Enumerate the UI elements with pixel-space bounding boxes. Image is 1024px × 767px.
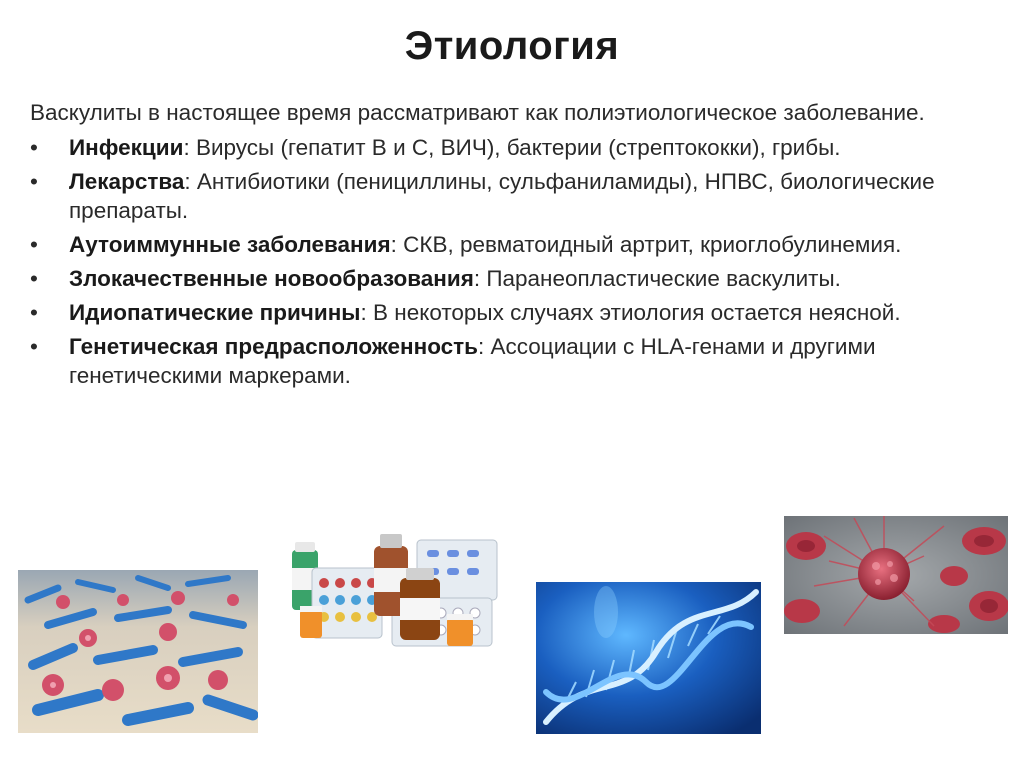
bullet-icon: • [30, 334, 38, 359]
intro-text: Васкулиты в настоящее время рассматривают как полиэтиологическое заболевание. [30, 100, 925, 125]
item-text: СКВ, ревматоидный артрит, криоглобулинемия. [403, 232, 902, 257]
cancer-cell-image [784, 516, 1008, 634]
bullet-icon: • [30, 135, 38, 160]
list-item: • Генетическая предрасположенность: Ассоциации с HLA-генами и другими генетическими маркерами. [30, 334, 876, 388]
list-item: • Аутоиммунные заболевания: СКВ, ревматоидный артрит, криоглобулинемия. [30, 232, 902, 257]
dna-helix-image [536, 582, 761, 734]
item-term: Злокачественные новообразования [69, 266, 474, 291]
item-text: Вирусы (гепатит В и С, ВИЧ), бактерии (стрептококки), грибы. [195, 135, 841, 160]
item-term: Аутоиммунные заболевания [69, 232, 391, 257]
slide-title: Этиология [404, 24, 620, 68]
item-text: Паранеопластические васкулиты. [486, 266, 841, 291]
bacteria-virus-image [18, 570, 258, 733]
list-item: • Идиопатические причины: В некоторых случаях этиология остается неясной. [30, 300, 901, 325]
etiology-list [30, 133, 1005, 390]
item-term: Инфекции [69, 135, 184, 160]
slide-content [30, 98, 1005, 395]
item-text: Антибиотики (пенициллины, сульфаниламиды), НПВС, биологические препараты. [69, 169, 935, 223]
bullet-icon: • [30, 266, 38, 291]
bullet-icon: • [30, 232, 38, 257]
bullet-icon: • [30, 300, 38, 325]
item-text: В некоторых случаях этиология остается неясной. [373, 300, 901, 325]
item-term: Идиопатические причины [69, 300, 361, 325]
item-term: Генетическая предрасположенность [69, 334, 479, 359]
bullet-icon: • [30, 169, 38, 194]
item-term: Лекарства [69, 169, 185, 194]
item-text: Ассоциации с HLA-генами и другими генетическими маркерами. [69, 334, 876, 388]
list-item: • Злокачественные новообразования: Паранеопластические васкулиты. [30, 266, 841, 291]
list-item: • Лекарства: Антибиотики (пенициллины, сульфаниламиды), НПВС, биологические препараты. [30, 169, 935, 223]
medicine-pills-image [282, 528, 504, 650]
list-item: • Инфекции: Вирусы (гепатит В и С, ВИЧ), бактерии (стрептококки), грибы. [30, 135, 841, 160]
